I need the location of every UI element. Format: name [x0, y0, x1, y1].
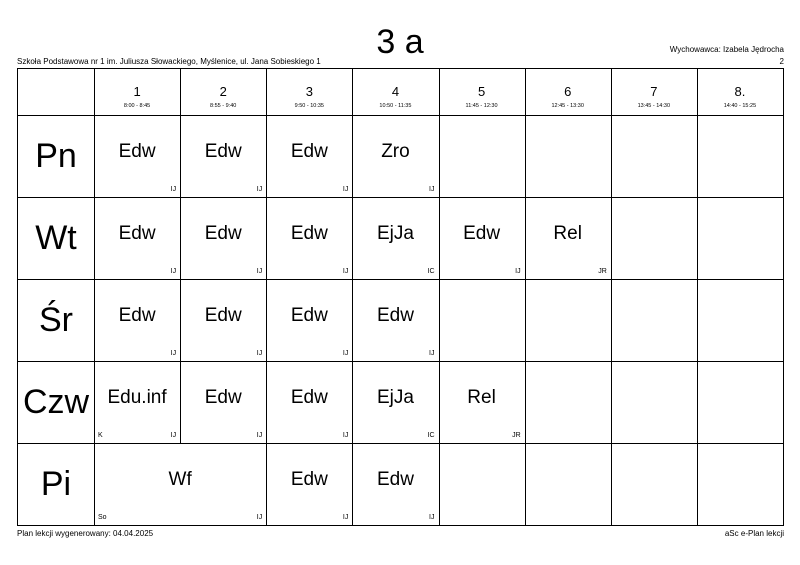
lesson-teacher: JR [598, 268, 607, 275]
lesson-teacher: IC [427, 432, 435, 439]
lesson-subject: Edw [290, 387, 328, 408]
lesson-teacher: IJ [429, 186, 435, 193]
period-header [180, 69, 266, 115]
cell-column-divider [525, 443, 526, 525]
day-label: Pi [40, 465, 72, 503]
lesson-subject: Edw [204, 387, 242, 408]
period-number: 6 [564, 84, 572, 99]
lesson-teacher: IJ [170, 350, 177, 357]
cell-column-divider [525, 361, 526, 443]
lesson-subject: Edw [376, 469, 414, 490]
lesson-teacher: IJ [256, 350, 263, 357]
lesson-subject: Edw [118, 305, 156, 326]
cell-column-divider [611, 115, 612, 197]
day-label: Pn [35, 137, 77, 175]
period-time: 8:55 - 9:40 [210, 103, 237, 109]
lesson-cell[interactable] [180, 361, 266, 443]
lesson-cell[interactable] [180, 279, 266, 361]
period-time: 13:45 - 14:30 [637, 103, 671, 109]
lesson-room: So [98, 514, 107, 521]
lesson-teacher: IJ [429, 350, 435, 357]
lesson-cell[interactable] [94, 115, 180, 197]
page-number: 2 [779, 57, 784, 66]
app-brand: aSc e-Plan lekcji [724, 529, 784, 538]
period-number: 5 [477, 84, 486, 99]
period-number: 7 [650, 84, 658, 99]
cell-column-divider [697, 197, 698, 279]
period-number: 4 [391, 84, 400, 99]
cell-column-divider [611, 361, 612, 443]
lesson-cell[interactable] [94, 443, 266, 525]
lesson-subject: Zro [381, 141, 410, 162]
generated-date: Plan lekcji wygenerowany: 04.04.2025 [17, 529, 154, 538]
lesson-teacher: IJ [170, 432, 177, 439]
period-header [266, 69, 352, 115]
lesson-cell[interactable] [94, 361, 180, 443]
lesson-cell[interactable] [180, 115, 266, 197]
day-label: Śr [39, 301, 73, 339]
day-label: Wt [35, 219, 77, 257]
lesson-cell[interactable] [266, 115, 352, 197]
lesson-subject: Edw [204, 305, 242, 326]
period-time: 9:50 - 10:35 [294, 103, 324, 109]
lesson-teacher: IJ [256, 186, 263, 193]
lesson-teacher: IJ [256, 268, 263, 275]
cell-column-divider [697, 115, 698, 197]
lesson-cell[interactable] [266, 361, 352, 443]
lesson-cell[interactable] [352, 443, 438, 525]
cell-column-divider [439, 115, 440, 197]
lesson-subject: Rel [467, 387, 496, 408]
cell-column-divider [611, 197, 612, 279]
cell-column-divider [525, 115, 526, 197]
lesson-subject: Rel [553, 223, 582, 244]
period-time: 14:40 - 15:25 [723, 103, 757, 109]
lesson-cell[interactable] [352, 115, 438, 197]
cell-column-divider [611, 279, 612, 361]
day-label: Czw [22, 383, 90, 421]
period-number: 3 [305, 84, 313, 99]
lesson-teacher: IJ [342, 350, 349, 357]
lesson-teacher: IJ [515, 268, 521, 275]
cell-column-divider [439, 279, 440, 361]
period-header [94, 69, 180, 115]
period-number: 2 [219, 84, 227, 99]
period-number: 8. [734, 84, 746, 99]
lesson-teacher: IJ [429, 514, 435, 521]
class-teacher: Wychowawca: Izabela Jędrocha [669, 45, 784, 54]
lesson-teacher: IC [427, 268, 435, 275]
lesson-teacher: IJ [170, 268, 177, 275]
lesson-cell[interactable] [352, 361, 438, 443]
lesson-cell[interactable] [439, 197, 525, 279]
period-header [525, 69, 611, 115]
timetable-grid [17, 68, 784, 526]
lesson-teacher: IJ [342, 268, 349, 275]
cell-column-divider [525, 279, 526, 361]
cell-column-divider [697, 443, 698, 525]
lesson-subject: EjJa [376, 387, 414, 408]
lesson-subject: Edw [290, 141, 328, 162]
lesson-room: K [98, 432, 103, 439]
lesson-teacher: IJ [342, 432, 349, 439]
lesson-cell[interactable] [352, 279, 438, 361]
lesson-subject: Edw [118, 141, 156, 162]
lesson-subject: Edw [204, 141, 242, 162]
lesson-subject: EjJa [376, 223, 414, 244]
period-header [611, 69, 697, 115]
lesson-subject: Edw [376, 305, 414, 326]
lesson-subject: Edw [290, 223, 328, 244]
cell-column-divider [697, 361, 698, 443]
lesson-cell[interactable] [94, 197, 180, 279]
period-time: 8:00 - 8:45 [123, 103, 151, 109]
period-time: 12:45 - 13:30 [551, 103, 584, 109]
lesson-subject: Edw [463, 223, 501, 244]
period-time: 11:45 - 12:30 [465, 103, 498, 109]
lesson-subject: Edw [290, 469, 328, 490]
lesson-cell[interactable] [352, 197, 438, 279]
lesson-teacher: IJ [342, 514, 349, 521]
lesson-teacher: IJ [256, 514, 263, 521]
lesson-cell[interactable] [266, 443, 352, 525]
lesson-cell[interactable] [525, 197, 611, 279]
lesson-teacher: IJ [342, 186, 349, 193]
lesson-cell[interactable] [94, 279, 180, 361]
lesson-subject: Edw [290, 305, 328, 326]
page-title: 3 a [376, 23, 424, 61]
lesson-subject: Edw [204, 223, 242, 244]
period-header [352, 69, 438, 115]
lesson-teacher: JR [512, 432, 521, 439]
lesson-cell[interactable] [266, 279, 352, 361]
cell-column-divider [697, 279, 698, 361]
lesson-teacher: IJ [256, 432, 263, 439]
lesson-subject: Wf [168, 469, 192, 490]
school-name: Szkoła Podstawowa nr 1 im. Juliusza Słowackiego, Myślenice, ul. Jana Sobieskiego 1 [17, 57, 321, 66]
lesson-cell[interactable] [266, 197, 352, 279]
lesson-cell[interactable] [439, 361, 525, 443]
lesson-subject: Edw [118, 223, 156, 244]
period-header [439, 69, 525, 115]
lesson-subject: Edu.inf [107, 387, 167, 408]
period-header [697, 69, 783, 115]
lesson-teacher: IJ [170, 186, 177, 193]
lesson-cell[interactable] [180, 197, 266, 279]
period-number: 1 [133, 84, 141, 99]
cell-column-divider [611, 443, 612, 525]
cell-column-divider [439, 443, 440, 525]
period-time: 10:50 - 11:35 [379, 103, 412, 109]
